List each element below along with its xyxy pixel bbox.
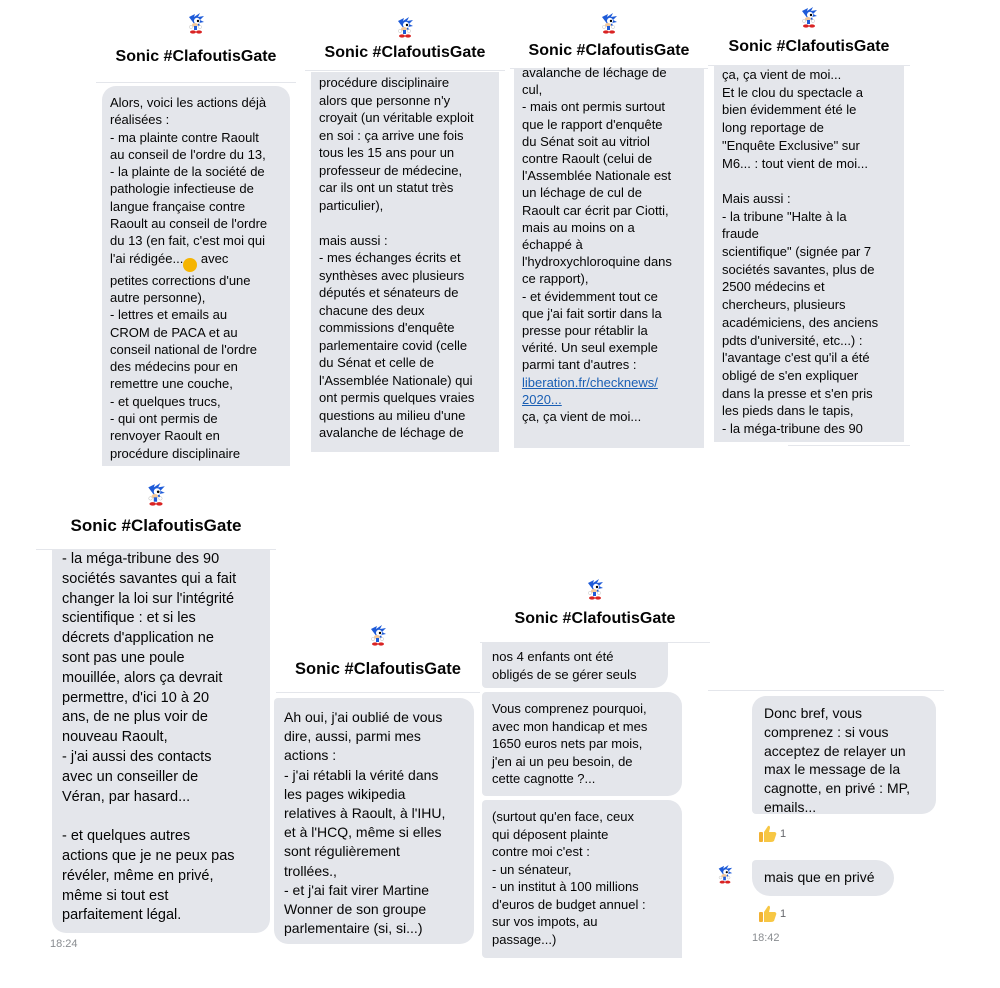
sonic-avatar-icon[interactable] (395, 14, 415, 40)
message-bubble[interactable] (482, 800, 682, 958)
message-text: ça, ça vient de moi... Et le clou du spectacle a bien évidemment été le long reportage de "Enquête Exclusive" sur M6... : tout vient de moi... Mais aussi : - la tribune "Halte à la fraude scientifique" (signée par 7 sociétés savantes, plus de 2500 médecins et chercheurs, plusieurs académiciens, des anciens pdts d'université, etc...) : l'avantage c'est qu'il a été obligé de s'en expliquer dans la presse et s'en pris les pieds dans le tapis, - la méga-tribune des 90 (722, 67, 879, 437)
reaction-count: 1 (780, 828, 787, 840)
message-text: nos 4 enfants ont été obligés de se gérer seuls (492, 649, 637, 682)
contact-name[interactable]: Sonic #ClafoutisGate (514, 610, 676, 627)
message-timestamp: 18:42 (752, 932, 780, 944)
conversation-header (276, 622, 480, 679)
reaction-badge[interactable] (758, 904, 786, 924)
conversation-header (510, 10, 708, 60)
screenshot-panel-3 (510, 10, 708, 444)
message-text-part: avalanche de léchage de cul, - mais ont permis surtout que le rapport d'enquête du Sénat soit au vitriol contre Raoult (celui de l'Assemblée Nationale est un léchage de cul de Raoult car écrit par Ciotti, mais au moins on a échappé à l'hydroxychloroquine dans ce rapport), - et évidemment tout ce que j'ai fait sortir dans la presse pour rétablir la vérité. Un seul exemple parmi tant d'autres : (522, 65, 672, 373)
sonic-avatar-icon[interactable] (368, 622, 388, 648)
screenshot-panel-2 (305, 14, 505, 446)
contact-name[interactable]: Sonic #ClafoutisGate (70, 516, 242, 535)
message-bubble[interactable] (52, 550, 270, 933)
message-bubble[interactable] (482, 692, 682, 796)
message-text: procédure disciplinaire alors que personne n'y croyait (un véritable exploit en soi : ça arrive une fois tous les 15 ans pour un professeur de médecine, car ils ont un statut très particulier), mais aussi : - mes échanges écrits et synthèses avec plusieurs députés et sénateurs de chacune des deux commissions d'enquête parlementaire covid (celle du Sénat et celle de l'Assemblée Nationale) qui ont permis quelques vraies questions au milieu d'une avalanche de léchage de (319, 75, 475, 440)
message-text: Ah oui, j'ai oublié de vous dire, aussi, parmi mes actions : - j'ai rétabli la vérité dans les pages wikipedia relatives à Raoult, à l'IHU, et à l'HCQ, même si elles sont régulièrement trollées., - et j'ai fait virer Martine Wonner de son groupe parlementaire (si, si...) (284, 709, 446, 937)
conversation-header (36, 480, 276, 536)
thumbs-up-icon (758, 904, 778, 924)
reaction-badge[interactable] (758, 824, 786, 844)
screenshot-panel-8 (708, 690, 944, 952)
header-divider (96, 82, 296, 83)
message-text: - la méga-tribune des 90 sociétés savantes qui a fait changer la loi sur l'intégrité scientifique : et si les décrets d'application ne sont pas une poule mouillée, alors ça devrait permettre, d'ici 10 à 20 ans, de ne plus voir de nouveau Raoult, - j'ai aussi des contacts avec un conseiller de Véran, par hasard... - et quelques autres actions que je ne peux pas révéler, même en privé, même si tout est parfaitement légal. (62, 551, 237, 924)
sonic-avatar-icon[interactable] (145, 480, 167, 508)
conversation-header (96, 10, 296, 66)
screenshot-panel-7 (480, 576, 710, 958)
screenshot-panel-6 (276, 622, 480, 954)
contact-name[interactable]: Sonic #ClafoutisGate (528, 42, 690, 59)
header-divider (305, 70, 505, 71)
thumbs-up-icon (758, 824, 778, 844)
message-bubble[interactable] (311, 72, 499, 452)
header-divider (276, 692, 480, 693)
message-bubble[interactable] (752, 860, 894, 896)
message-text (522, 64, 696, 425)
message-text: Donc bref, vous comprenez : si vous acceptez de relayer un max le message de la cagnotte, en privé : MP, emails... (764, 705, 911, 815)
contact-name[interactable]: Sonic #ClafoutisGate (324, 44, 486, 61)
message-text-part: avec petites corrections d'une autre personne), - lettres et emails au CROM de PACA et au conseil national de l'ordre des médecins pour en remettre une couche, - et quelques trucs, - qui ont permis de renvoyer Raoult en procédure disciplinaire (110, 250, 258, 461)
reaction-count: 1 (780, 908, 787, 920)
message-bubble[interactable] (752, 696, 936, 814)
message-bubble[interactable] (274, 698, 474, 944)
screenshot-panel-5 (36, 480, 276, 955)
screenshot-panel-4 (708, 4, 910, 448)
smirk-emoji-icon (183, 258, 197, 272)
conversation-header (708, 4, 910, 56)
sonic-avatar-icon[interactable] (186, 10, 206, 36)
sonic-avatar-icon[interactable] (599, 10, 619, 36)
message-timestamp: 18:24 (50, 938, 78, 950)
sonic-avatar-icon[interactable] (585, 576, 605, 602)
conversation-header (480, 576, 710, 628)
bottom-divider (788, 445, 910, 446)
contact-name[interactable]: Sonic #ClafoutisGate (295, 660, 461, 678)
conversation-header (305, 14, 505, 62)
message-bubble[interactable] (482, 642, 668, 688)
header-divider (708, 690, 944, 691)
message-text: (surtout qu'en face, ceux qui déposent plainte contre moi c'est : - un sénateur, - un institut à 100 millions d'euros de budget annuel : sur vos impots, au passage...) (492, 809, 646, 947)
sonic-avatar-icon[interactable] (716, 862, 734, 886)
message-bubble[interactable] (514, 65, 704, 448)
message-text-part: ça, ça vient de moi... (522, 409, 642, 425)
screenshot-panel-1 (96, 10, 296, 461)
message-bubble[interactable] (102, 86, 290, 466)
message-text (110, 94, 282, 462)
message-text-part: Alors, voici les actions déjà réalisées : - ma plainte contre Raoult au conseil de l'ordre du 13, - la plainte de la société de pathologie infectieuse de langue française contre Raoult au conseil de l'ordre du 13 (en fait, c'est moi qui l'ai rédigée... (110, 95, 268, 266)
news-link[interactable]: liberation.fr/checknews/ 2020... (522, 374, 658, 407)
message-text: mais que en privé (764, 869, 875, 885)
sonic-avatar-icon[interactable] (799, 4, 819, 30)
contact-name[interactable]: Sonic #ClafoutisGate (115, 48, 277, 65)
contact-name[interactable]: Sonic #ClafoutisGate (728, 38, 890, 55)
message-bubble[interactable] (714, 66, 904, 442)
message-text: Vous comprenez pourquoi, avec mon handicap et mes 1650 euros nets par mois, j'en ai un peu besoin, de cette cagnotte ?... (492, 701, 648, 786)
